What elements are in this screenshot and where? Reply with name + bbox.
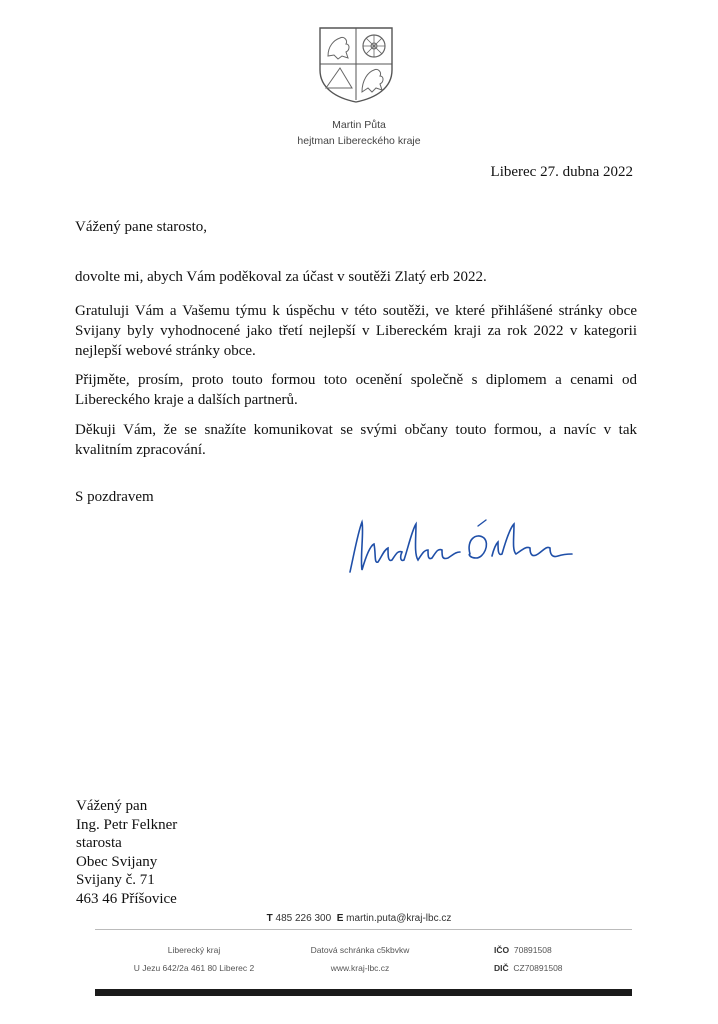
org-address: U Jezu 642/2a 461 80 Liberec 2 <box>133 963 255 973</box>
recipient-line: Ing. Petr Felkner <box>76 816 178 833</box>
ico-label: IČO <box>494 945 510 955</box>
paragraph-congratulations: Gratuluji Vám a Vašemu týmu k úspěchu v této soutěži, ve které přihlášené stránky obce Svijany byly vyhodnocené jako třetí nejlepší v Libereckém kraji za rok 2022 v kategorii nejlepší webové stránky obce. <box>75 303 637 359</box>
recipient-address <box>76 797 177 908</box>
sender-name: Martin Půta <box>332 119 386 131</box>
email-label: E <box>336 913 344 924</box>
recipient-line: Obec Svijany <box>76 853 158 870</box>
paragraph-communication: Děkuji Vám, že se snažíte komunikovat se svými občany touto formou, a navíc v tak kvalitním zpracování. <box>75 422 637 458</box>
handwritten-signature-icon <box>338 510 578 590</box>
phone-number: 485 226 300 <box>275 913 332 924</box>
paragraph-thanks: dovolte mi, abych Vám poděkoval za účast v soutěži Zlatý erb 2022. <box>75 269 487 285</box>
ico-value: 70891508 <box>513 945 552 955</box>
dic-label: DIČ <box>494 963 509 973</box>
recipient-line: 463 46 Příšovice <box>76 890 177 907</box>
dic-value: CZ70891508 <box>513 963 563 973</box>
footer-ids <box>494 941 563 977</box>
coat-of-arms-icon <box>318 26 394 104</box>
email-address[interactable]: martin.puta@kraj-lbc.cz <box>346 913 452 924</box>
footer-divider <box>95 929 632 930</box>
salutation: Vážený pane starosto, <box>75 219 208 235</box>
databox: Datová schránka c5kbvkw <box>310 945 410 955</box>
letter-date: Liberec 27. dubna 2022 <box>490 164 633 180</box>
footer-digital <box>250 941 470 977</box>
paragraph-award: Přijměte, prosím, proto touto formou toto ocenění společně s diplomem a cenami od Libereckého kraje a dalších partnerů. <box>75 372 637 408</box>
closing: S pozdravem <box>75 489 154 505</box>
org-name: Liberecký kraj <box>167 945 221 955</box>
recipient-line: Vážený pan <box>76 798 148 814</box>
footer-bar <box>95 989 632 996</box>
recipient-line: Svijany č. 71 <box>76 872 155 888</box>
contact-line <box>0 913 718 924</box>
phone-label: T <box>266 913 273 924</box>
sender-role: hejtman Libereckého kraje <box>297 135 421 147</box>
website-link[interactable]: www.kraj-lbc.cz <box>330 963 390 973</box>
recipient-line: starosta <box>76 835 122 851</box>
